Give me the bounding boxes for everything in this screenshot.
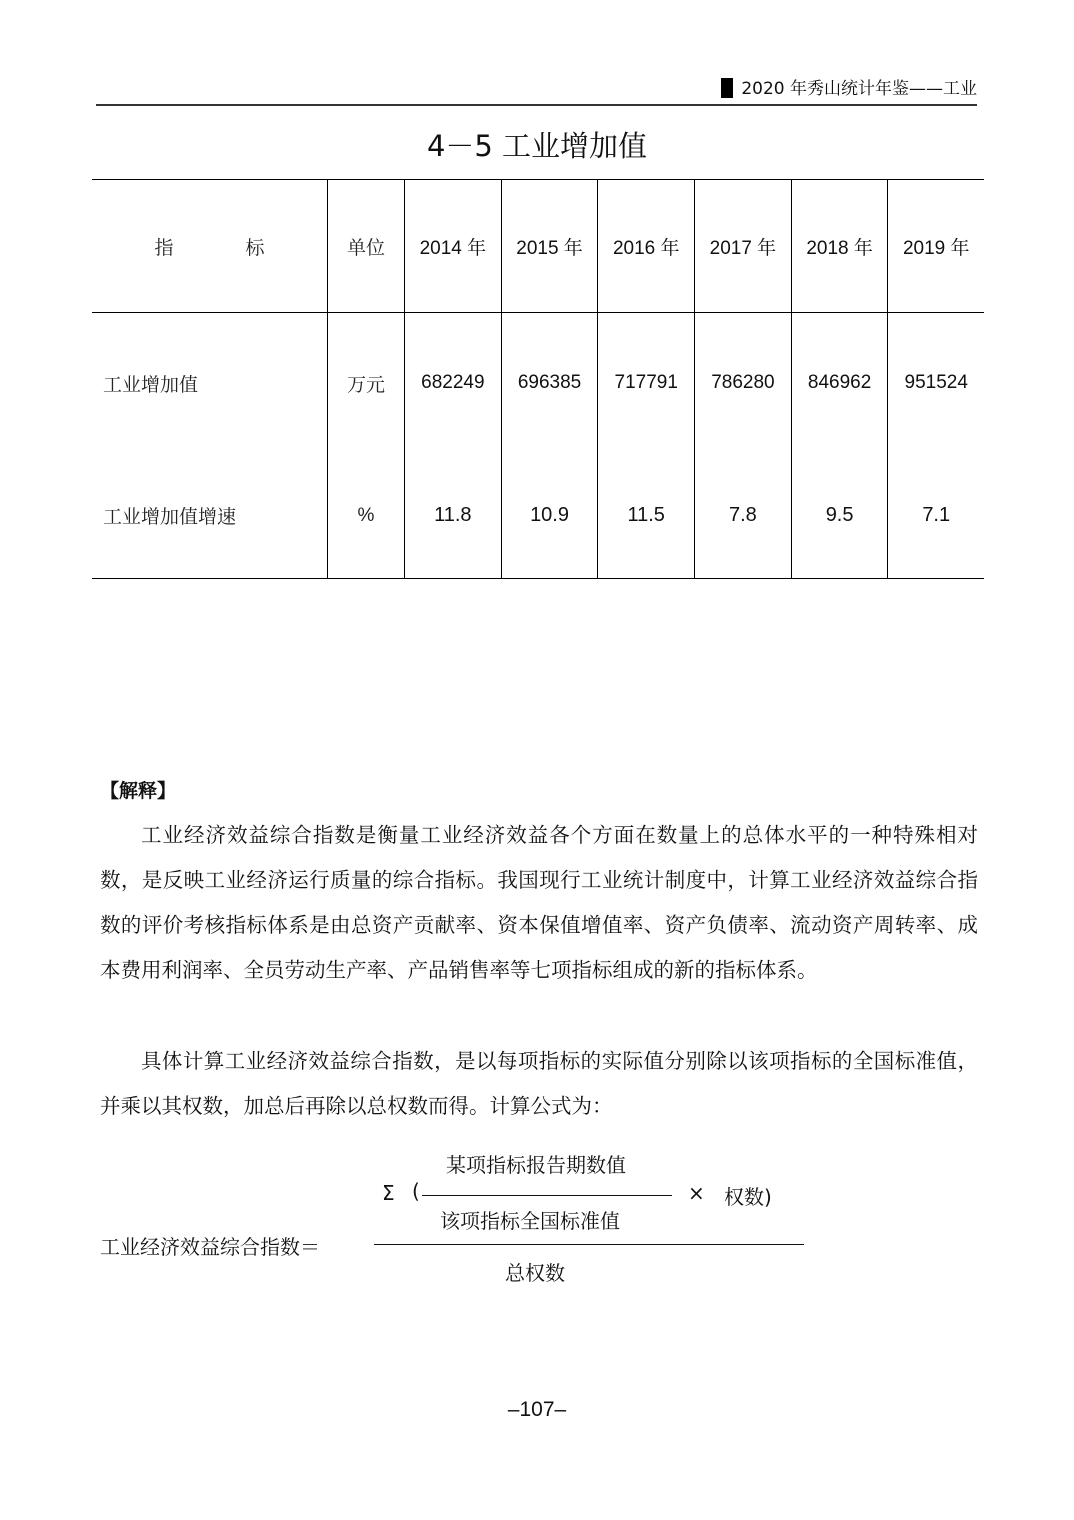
header-indicator: 指标: [92, 180, 328, 313]
cell-value: 7.1: [888, 453, 984, 579]
cell-value: 786280: [695, 313, 792, 454]
header-unit: 单位: [328, 180, 405, 313]
fraction-bar-inner: [422, 1195, 672, 1196]
paren-open: (: [412, 1179, 420, 1203]
running-header: [96, 76, 977, 106]
row-name: 工业增加值增速: [92, 453, 328, 579]
header-year: 2019 年: [888, 180, 984, 313]
cell-value: 696385: [501, 313, 598, 454]
cell-value: 951524: [888, 313, 984, 454]
header-year: 2016 年: [598, 180, 695, 313]
table-title: 4－5 工业增加值: [426, 129, 648, 163]
formula-total-weight: 总权数: [505, 1261, 565, 1285]
sigma-symbol: Σ: [382, 1181, 395, 1205]
header-year: 2015 年: [501, 180, 598, 313]
fraction-bar-outer: [374, 1244, 804, 1245]
header-text: 2020 年秀山统计年鉴——工业: [741, 79, 977, 99]
formula-numerator: 某项指标报告期数值: [446, 1153, 626, 1177]
cell-value: 7.8: [695, 453, 792, 579]
header-year: 2014 年: [405, 180, 502, 313]
header-year: 2017 年: [695, 180, 792, 313]
formula-weight: 权数): [724, 1185, 772, 1209]
cell-value: 11.8: [405, 453, 502, 579]
times-symbol: ×: [688, 1181, 705, 1205]
cell-value: 846962: [791, 313, 888, 454]
table-row: [92, 313, 984, 454]
formula: [0, 1145, 1074, 1295]
header-year: 2018 年: [791, 180, 888, 313]
cell-value: 682249: [405, 313, 502, 454]
header-block-icon: [721, 78, 733, 98]
explanation-paragraph: 具体计算工业经济效益综合指数，是以每项指标的实际值分别除以该项指标的全国标准值，并乘以其权数，加总后再除以总权数而得。计算公式为：: [100, 1049, 978, 1118]
page-number: –107–: [507, 1398, 567, 1421]
formula-lhs: 工业经济效益综合指数＝: [100, 1235, 320, 1259]
explanation-paragraph: 工业经济效益综合指数是衡量工业经济效益各个方面在数量上的总体水平的一种特殊相对数，是反映工业经济运行质量的综合指标。我国现行工业统计制度中，计算工业经济效益综合指数的评价考核指标体系是由总资产贡献率、资本保值增值率、资产负债率、流动资产周转率、成本费用利润率、全员劳动生产率、产品销售率等七项指标组成的新的指标体系。: [100, 823, 978, 982]
row-unit: 万元: [328, 313, 405, 454]
table-header-row: [92, 180, 984, 313]
cell-value: 10.9: [501, 453, 598, 579]
formula-denominator: 该项指标全国标准值: [440, 1209, 620, 1233]
row-name: 工业增加值: [103, 374, 199, 396]
cell-value: 11.5: [598, 453, 695, 579]
data-table: [92, 179, 984, 579]
row-unit: %: [328, 453, 405, 579]
table-row: [92, 453, 984, 579]
cell-value: 717791: [598, 313, 695, 454]
cell-value: 9.5: [791, 453, 888, 579]
explanation-heading: 【解释】: [100, 780, 177, 802]
